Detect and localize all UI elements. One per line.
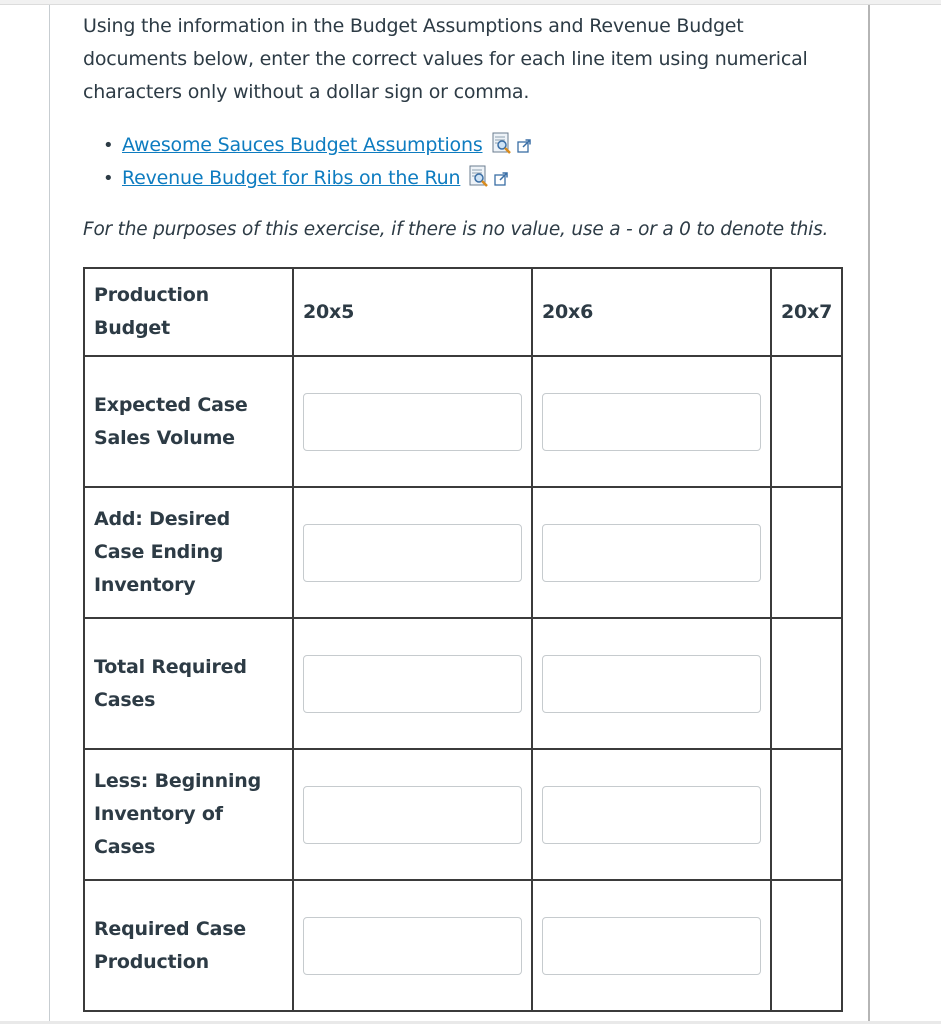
row-label: Expected Case Sales Volume: [84, 356, 293, 487]
header-20x7: 20x7: [771, 268, 842, 356]
question-intro-text: Using the information in the Budget Assumptions and Revenue Budget documents below, enter the correct values for each line item using numerical characters only without a dollar sign or comma.: [83, 15, 808, 103]
cell-20x5: [293, 356, 532, 487]
cell-20x7-empty: [771, 356, 842, 487]
beginning-inventory-20x6-input[interactable]: [542, 786, 761, 844]
cell-20x6: [532, 487, 771, 618]
cell-20x7-empty: [771, 749, 842, 880]
table-row: [84, 880, 842, 1011]
document-links-list: [83, 129, 843, 195]
total-required-cases-20x6-input[interactable]: [542, 655, 761, 713]
required-case-production-20x6-input[interactable]: [542, 917, 761, 975]
expected-case-sales-20x5-input[interactable]: [303, 393, 522, 451]
table-row: [84, 749, 842, 880]
beginning-inventory-20x5-input[interactable]: [303, 786, 522, 844]
cell-20x6: [532, 356, 771, 487]
table-row: [84, 487, 842, 618]
table-header-row: [84, 268, 842, 356]
revenue-budget-link[interactable]: Revenue Budget for Ribs on the Run: [122, 167, 461, 189]
cell-20x6: [532, 618, 771, 749]
document-preview-icon[interactable]: [492, 132, 512, 154]
instruction-note: For the purposes of this exercise, if there is no value, use a - or a 0 to denote this.: [83, 219, 829, 240]
cell-20x7-empty: [771, 618, 842, 749]
desired-ending-inventory-20x6-input[interactable]: [542, 524, 761, 582]
header-20x5: 20x5: [293, 268, 532, 356]
cell-20x5: [293, 487, 532, 618]
row-label: Add: Desired Case Ending Inventory: [84, 487, 293, 618]
cell-20x5: [293, 749, 532, 880]
document-link-item: [122, 129, 843, 162]
document-preview-icon[interactable]: [469, 165, 489, 187]
content-frame-right-border: [868, 5, 870, 1021]
expected-case-sales-20x6-input[interactable]: [542, 393, 761, 451]
cell-20x7-empty: [771, 880, 842, 1011]
row-label: Total Required Cases: [84, 618, 293, 749]
header-20x6: 20x6: [532, 268, 771, 356]
row-label: Less: Beginning Inventory of Cases: [84, 749, 293, 880]
table-row: [84, 356, 842, 487]
content-frame-left-border: [49, 5, 50, 1021]
total-required-cases-20x5-input[interactable]: [303, 655, 522, 713]
row-label: Required Case Production: [84, 880, 293, 1011]
external-link-icon[interactable]: [494, 164, 508, 178]
desired-ending-inventory-20x5-input[interactable]: [303, 524, 522, 582]
external-link-icon[interactable]: [517, 131, 531, 145]
cell-20x6: [532, 749, 771, 880]
cell-20x6: [532, 880, 771, 1011]
cell-20x5: [293, 618, 532, 749]
required-case-production-20x5-input[interactable]: [303, 917, 522, 975]
question-body: [83, 10, 843, 245]
production-budget-table: [83, 267, 843, 1012]
top-strip: [0, 0, 941, 5]
budget-assumptions-link[interactable]: Awesome Sauces Budget Assumptions: [122, 134, 483, 156]
cell-20x7-empty: [771, 487, 842, 618]
header-production-budget: Production Budget: [84, 268, 293, 356]
table-row: [84, 618, 842, 749]
cell-20x5: [293, 880, 532, 1011]
document-link-item: [122, 162, 843, 195]
